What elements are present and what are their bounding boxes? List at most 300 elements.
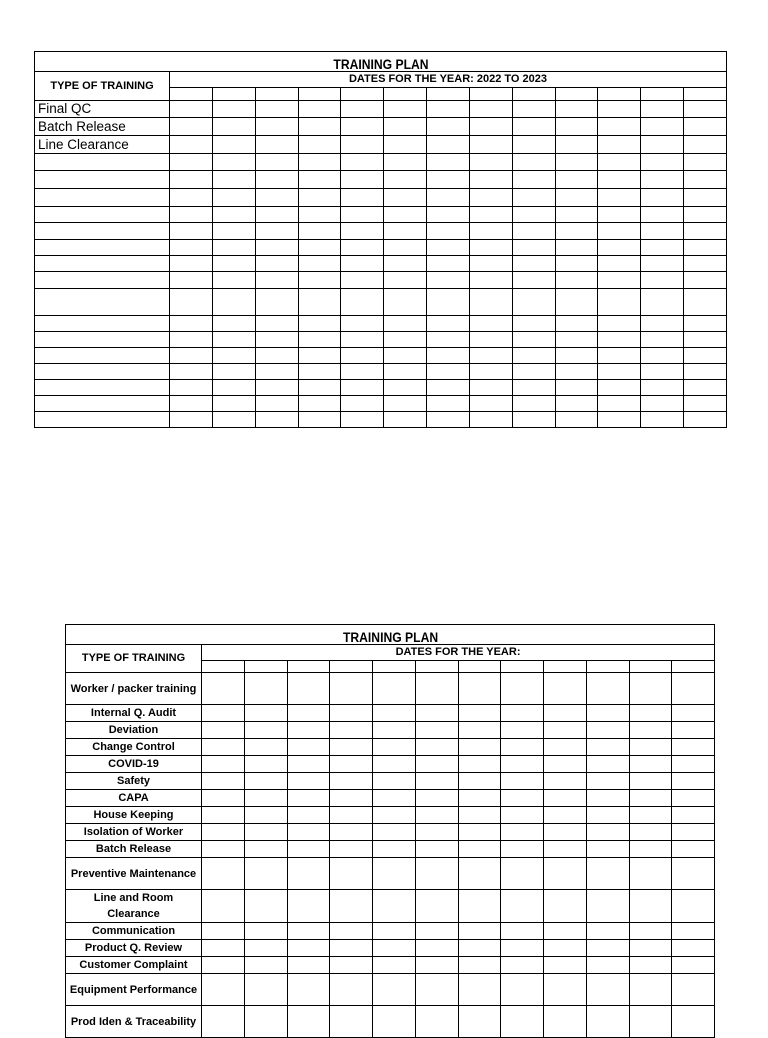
date-column-cell	[427, 88, 470, 101]
date-cell	[458, 923, 501, 940]
date-cell	[202, 790, 245, 807]
date-cell	[684, 118, 727, 136]
date-cell	[330, 824, 373, 841]
date-cell	[544, 807, 587, 824]
training-row	[35, 316, 727, 332]
date-cell	[458, 890, 501, 923]
training-row	[66, 858, 715, 890]
date-cell	[501, 974, 544, 1006]
date-cell	[427, 289, 470, 316]
date-cell	[244, 790, 287, 807]
date-column-cell	[586, 661, 629, 673]
date-cell	[512, 316, 555, 332]
date-cell	[373, 974, 416, 1006]
date-cell	[255, 364, 298, 380]
date-cell	[629, 673, 672, 705]
date-cell	[598, 240, 641, 256]
training-row	[66, 824, 715, 841]
date-cell	[202, 957, 245, 974]
date-cell	[212, 207, 255, 223]
date-cell	[415, 739, 458, 756]
date-cell	[255, 348, 298, 364]
date-cell	[384, 316, 427, 332]
date-cell	[415, 890, 458, 923]
date-cell	[641, 332, 684, 348]
date-cell	[458, 722, 501, 739]
date-cell	[629, 739, 672, 756]
date-cell	[458, 790, 501, 807]
date-cell	[501, 756, 544, 773]
date-cell	[384, 332, 427, 348]
date-cell	[384, 364, 427, 380]
date-cell	[544, 705, 587, 722]
training-type-cell	[35, 223, 170, 240]
date-cell	[384, 207, 427, 223]
date-cell	[255, 380, 298, 396]
date-cell	[373, 890, 416, 923]
date-cell	[255, 171, 298, 189]
date-cell	[287, 1006, 330, 1038]
date-cell	[501, 957, 544, 974]
type-of-training-header: TYPE OF TRAINING	[35, 72, 170, 101]
date-cell	[255, 289, 298, 316]
date-cell	[544, 957, 587, 974]
date-cell	[415, 923, 458, 940]
date-cell	[202, 722, 245, 739]
date-cell	[384, 101, 427, 118]
date-cell	[341, 364, 384, 380]
date-cell	[555, 189, 598, 207]
date-cell	[672, 773, 715, 790]
date-cell	[555, 380, 598, 396]
date-cell	[427, 364, 470, 380]
training-row	[35, 207, 727, 223]
date-cell	[586, 841, 629, 858]
date-cell	[544, 923, 587, 940]
date-cell	[415, 841, 458, 858]
date-cell	[629, 974, 672, 1006]
date-cell	[415, 824, 458, 841]
date-cell	[202, 890, 245, 923]
date-cell	[629, 1006, 672, 1038]
date-cell	[672, 756, 715, 773]
date-cell	[641, 316, 684, 332]
date-cell	[255, 412, 298, 428]
date-cell	[544, 739, 587, 756]
date-cell	[170, 223, 213, 240]
training-type-cell	[35, 396, 170, 412]
date-cell	[341, 223, 384, 240]
date-cell	[641, 412, 684, 428]
date-cell	[544, 722, 587, 739]
date-cell	[586, 974, 629, 1006]
date-cell	[586, 824, 629, 841]
date-column-cell	[415, 661, 458, 673]
date-cell	[427, 171, 470, 189]
date-column-cell	[555, 88, 598, 101]
training-row	[35, 272, 727, 289]
date-cell	[244, 807, 287, 824]
date-cell	[170, 136, 213, 154]
date-cell	[255, 256, 298, 272]
date-cell	[641, 101, 684, 118]
date-cell	[427, 380, 470, 396]
date-cell	[202, 673, 245, 705]
training-type-cell	[35, 412, 170, 428]
date-cell	[330, 705, 373, 722]
date-cell	[373, 957, 416, 974]
date-cell	[170, 171, 213, 189]
date-cell	[598, 316, 641, 332]
date-column-cell	[641, 88, 684, 101]
training-row	[35, 332, 727, 348]
date-cell	[202, 824, 245, 841]
date-cell	[384, 136, 427, 154]
date-cell	[469, 412, 512, 428]
date-cell	[330, 673, 373, 705]
date-cell	[244, 705, 287, 722]
training-row	[35, 364, 727, 380]
training-type-cell: Final QC	[35, 101, 170, 118]
training-row	[35, 189, 727, 207]
date-cell	[170, 189, 213, 207]
date-cell	[586, 705, 629, 722]
date-cell	[255, 154, 298, 171]
date-cell	[415, 722, 458, 739]
date-cell	[555, 332, 598, 348]
date-cell	[641, 223, 684, 240]
date-cell	[287, 957, 330, 974]
date-cell	[170, 332, 213, 348]
date-cell	[415, 940, 458, 957]
date-cell	[641, 348, 684, 364]
date-cell	[469, 240, 512, 256]
date-cell	[684, 207, 727, 223]
date-cell	[427, 272, 470, 289]
date-cell	[202, 858, 245, 890]
date-cell	[244, 841, 287, 858]
date-cell	[202, 923, 245, 940]
date-cell	[202, 705, 245, 722]
date-cell	[384, 348, 427, 364]
training-type-cell: Line Clearance	[35, 136, 170, 154]
date-cell	[373, 807, 416, 824]
date-cell	[586, 957, 629, 974]
date-cell	[458, 940, 501, 957]
date-cell	[298, 118, 341, 136]
date-cell	[555, 364, 598, 380]
date-cell	[598, 118, 641, 136]
date-cell	[672, 841, 715, 858]
date-cell	[415, 974, 458, 1006]
date-cell	[170, 118, 213, 136]
training-type-cell: Customer Complaint	[66, 957, 202, 974]
training-plan-table-bottom	[65, 624, 715, 1038]
date-cell	[287, 940, 330, 957]
date-cell	[384, 380, 427, 396]
date-cell	[598, 272, 641, 289]
date-column-cell	[544, 661, 587, 673]
date-cell	[501, 824, 544, 841]
date-cell	[212, 118, 255, 136]
date-cell	[544, 858, 587, 890]
training-type-cell	[35, 332, 170, 348]
date-cell	[586, 923, 629, 940]
date-cell	[586, 1006, 629, 1038]
date-cell	[415, 1006, 458, 1038]
date-cell	[469, 223, 512, 240]
date-cell	[586, 890, 629, 923]
table-title: TRAINING PLAN	[98, 625, 682, 645]
training-type-cell: Batch Release	[35, 118, 170, 136]
training-type-cell	[35, 316, 170, 332]
date-column-cell	[458, 661, 501, 673]
date-cell	[330, 923, 373, 940]
date-cell	[672, 923, 715, 940]
date-cell	[298, 396, 341, 412]
date-cell	[170, 154, 213, 171]
header-row	[66, 645, 715, 661]
date-cell	[341, 380, 384, 396]
date-cell	[641, 272, 684, 289]
date-cell	[458, 739, 501, 756]
date-cell	[255, 223, 298, 240]
date-cell	[598, 154, 641, 171]
date-cell	[512, 207, 555, 223]
date-cell	[598, 101, 641, 118]
training-type-cell	[35, 154, 170, 171]
date-cell	[212, 380, 255, 396]
date-column-cell	[469, 88, 512, 101]
training-row	[35, 289, 727, 316]
training-type-cell: Worker / packer training	[66, 673, 202, 705]
training-row	[35, 348, 727, 364]
date-cell	[684, 332, 727, 348]
date-cell	[255, 118, 298, 136]
date-cell	[684, 272, 727, 289]
date-cell	[501, 890, 544, 923]
date-cell	[458, 974, 501, 1006]
date-cell	[298, 272, 341, 289]
date-cell	[384, 154, 427, 171]
training-type-cell: Safety	[66, 773, 202, 790]
date-cell	[629, 923, 672, 940]
date-cell	[212, 396, 255, 412]
date-cell	[641, 118, 684, 136]
date-cell	[298, 207, 341, 223]
date-cell	[287, 858, 330, 890]
training-type-cell	[35, 207, 170, 223]
date-cell	[555, 118, 598, 136]
date-cell	[586, 790, 629, 807]
date-cell	[469, 207, 512, 223]
date-cell	[255, 316, 298, 332]
date-cell	[415, 957, 458, 974]
date-cell	[212, 272, 255, 289]
date-cell	[586, 807, 629, 824]
date-cell	[684, 240, 727, 256]
date-cell	[170, 289, 213, 316]
date-cell	[512, 272, 555, 289]
date-cell	[373, 705, 416, 722]
date-cell	[629, 807, 672, 824]
date-cell	[501, 673, 544, 705]
date-cell	[544, 790, 587, 807]
date-cell	[684, 256, 727, 272]
date-cell	[415, 858, 458, 890]
date-cell	[512, 240, 555, 256]
date-cell	[298, 289, 341, 316]
date-cell	[427, 396, 470, 412]
date-cell	[512, 154, 555, 171]
date-cell	[212, 332, 255, 348]
date-cell	[330, 773, 373, 790]
date-cell	[341, 348, 384, 364]
date-cell	[202, 974, 245, 1006]
date-column-cell	[330, 661, 373, 673]
date-cell	[202, 773, 245, 790]
date-cell	[586, 673, 629, 705]
date-cell	[501, 923, 544, 940]
date-cell	[501, 722, 544, 739]
date-cell	[212, 240, 255, 256]
training-row	[66, 923, 715, 940]
title-row	[35, 52, 727, 72]
dates-header: DATES FOR THE YEAR:	[202, 645, 715, 661]
date-cell	[244, 858, 287, 890]
date-cell	[629, 705, 672, 722]
date-column-cell	[384, 88, 427, 101]
date-cell	[641, 154, 684, 171]
date-cell	[341, 256, 384, 272]
date-cell	[598, 396, 641, 412]
date-cell	[212, 348, 255, 364]
date-cell	[373, 790, 416, 807]
date-cell	[629, 790, 672, 807]
date-cell	[586, 858, 629, 890]
date-cell	[458, 841, 501, 858]
date-cell	[641, 207, 684, 223]
date-cell	[598, 256, 641, 272]
date-cell	[384, 289, 427, 316]
date-cell	[427, 332, 470, 348]
date-column-cell	[298, 88, 341, 101]
training-type-cell	[35, 364, 170, 380]
date-cell	[555, 256, 598, 272]
date-cell	[244, 957, 287, 974]
date-cell	[598, 348, 641, 364]
date-cell	[330, 890, 373, 923]
date-column-cell	[501, 661, 544, 673]
training-row	[66, 756, 715, 773]
date-cell	[512, 118, 555, 136]
training-row	[66, 705, 715, 722]
date-cell	[287, 807, 330, 824]
date-cell	[544, 890, 587, 923]
date-cell	[373, 923, 416, 940]
date-cell	[298, 240, 341, 256]
date-cell	[512, 348, 555, 364]
title-row	[66, 625, 715, 645]
date-cell	[202, 841, 245, 858]
date-cell	[458, 858, 501, 890]
date-cell	[684, 348, 727, 364]
training-type-cell: Communication	[66, 923, 202, 940]
date-cell	[212, 189, 255, 207]
date-cell	[512, 380, 555, 396]
training-type-cell	[35, 348, 170, 364]
date-cell	[298, 256, 341, 272]
training-row	[35, 412, 727, 428]
date-cell	[598, 171, 641, 189]
date-cell	[598, 189, 641, 207]
date-cell	[244, 722, 287, 739]
date-cell	[684, 412, 727, 428]
date-cell	[287, 790, 330, 807]
training-type-cell	[35, 189, 170, 207]
training-type-cell	[35, 171, 170, 189]
date-cell	[427, 136, 470, 154]
date-cell	[384, 396, 427, 412]
date-cell	[512, 256, 555, 272]
date-cell	[458, 773, 501, 790]
date-cell	[384, 412, 427, 428]
date-cell	[427, 189, 470, 207]
training-row	[66, 1006, 715, 1038]
date-cell	[212, 171, 255, 189]
training-row	[66, 807, 715, 824]
date-cell	[373, 739, 416, 756]
date-cell	[469, 332, 512, 348]
training-row	[66, 739, 715, 756]
date-cell	[298, 380, 341, 396]
date-cell	[341, 272, 384, 289]
date-cell	[287, 705, 330, 722]
date-cell	[287, 974, 330, 1006]
training-type-cell: Change Control	[66, 739, 202, 756]
date-cell	[629, 890, 672, 923]
date-cell	[212, 364, 255, 380]
date-cell	[598, 289, 641, 316]
date-cell	[544, 673, 587, 705]
date-cell	[341, 171, 384, 189]
date-cell	[341, 207, 384, 223]
date-cell	[298, 316, 341, 332]
date-cell	[255, 396, 298, 412]
date-column-cell	[684, 88, 727, 101]
date-cell	[212, 101, 255, 118]
date-cell	[641, 256, 684, 272]
date-cell	[512, 289, 555, 316]
date-cell	[544, 841, 587, 858]
date-cell	[555, 223, 598, 240]
date-cell	[469, 101, 512, 118]
training-row	[35, 396, 727, 412]
date-cell	[287, 756, 330, 773]
date-cell	[684, 289, 727, 316]
date-cell	[373, 773, 416, 790]
date-cell	[672, 824, 715, 841]
date-cell	[341, 316, 384, 332]
date-cell	[244, 974, 287, 1006]
date-cell	[341, 118, 384, 136]
date-cell	[544, 756, 587, 773]
date-cell	[373, 1006, 416, 1038]
training-type-cell: Line and Room Clearance	[66, 890, 202, 923]
date-cell	[384, 118, 427, 136]
training-row	[35, 136, 727, 154]
date-cell	[458, 824, 501, 841]
